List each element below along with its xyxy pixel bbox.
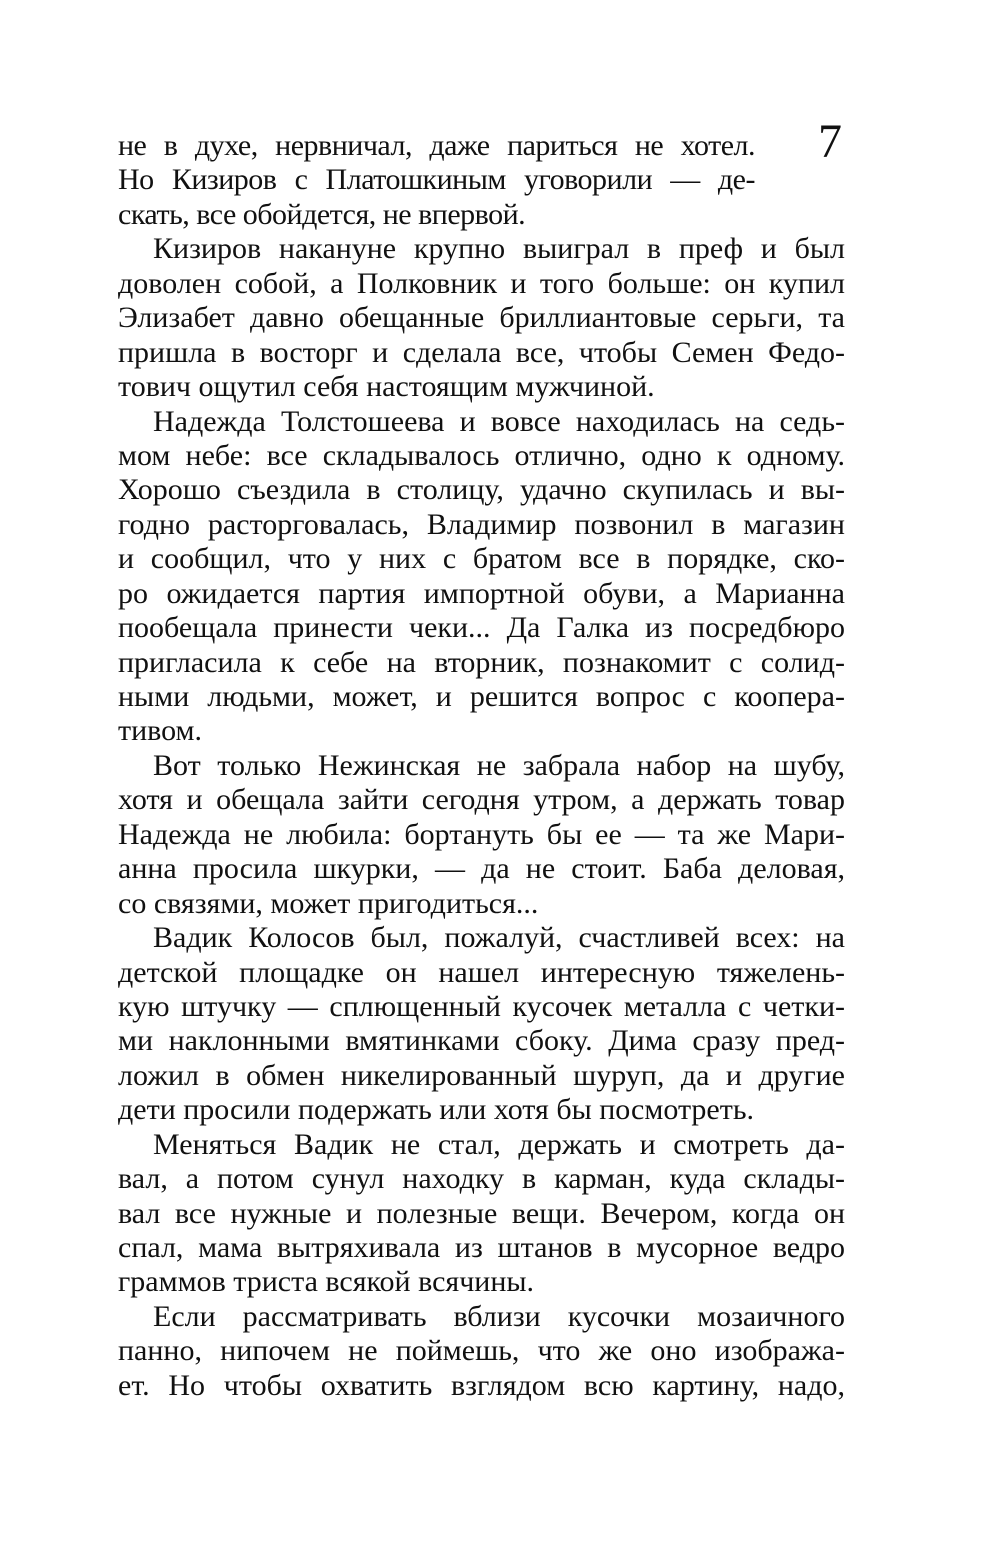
paragraph bbox=[118, 921, 845, 1128]
paragraph bbox=[118, 129, 845, 232]
page-number: 7 bbox=[818, 115, 842, 168]
text-line: Надежда не любила: бортануть бы ее — та же Мари- bbox=[118, 817, 845, 851]
text-line: Меняться Вадик не стал, держать и смотреть да- bbox=[153, 1127, 845, 1161]
text-line: Вадик Колосов был, пожалуй, счастливей всех: на bbox=[153, 921, 845, 955]
text-line: кую штучку — сплющенный кусочек металла с четки- bbox=[118, 989, 845, 1023]
text-line: годно расторговалась, Владимир позвонил в магазин bbox=[118, 507, 845, 541]
text-line: ро ожидается партия импортной обуви, а Марианна bbox=[118, 576, 845, 610]
text-line: мом небе: все складывалось отлично, одно к одному. bbox=[118, 438, 845, 472]
text-line: пригласила к себе на вторник, познакомит с солид- bbox=[118, 645, 845, 679]
text-line: анна просила шкурки, — да не стоит. Баба деловая, bbox=[118, 852, 845, 886]
text-line: тивом. bbox=[118, 714, 203, 748]
text-line: Элизабет давно обещанные бриллиантовые серьги, та bbox=[118, 301, 845, 335]
text-line: вал все нужные и полезные вещи. Вечером, когда он bbox=[118, 1196, 845, 1230]
text-line: ет. Но чтобы охватить взглядом всю картину, надо, bbox=[118, 1368, 845, 1402]
paragraph bbox=[118, 1128, 845, 1300]
paragraph bbox=[118, 749, 845, 921]
text-line: Хорошо съездила в столицу, удачно скупилась и вы- bbox=[118, 473, 845, 507]
text-line: не в духе, нервничал, даже париться не хотел. bbox=[118, 129, 755, 162]
text-line: Вот только Нежинская не забрала набор на шубу, bbox=[153, 748, 845, 782]
text-line: пообещала принести чеки... Да Галка из посредбюро bbox=[118, 611, 845, 645]
text-line: Надежда Толстошеева и вовсе находилась на седь- bbox=[153, 404, 845, 438]
text-line: скать, все обойдется, не впервой. bbox=[118, 197, 526, 231]
text-line: дети просили подержать или хотя бы посмотреть. bbox=[118, 1093, 755, 1127]
paragraph bbox=[118, 232, 845, 404]
text-line: доволен собой, а Полковник и того больше: он купил bbox=[118, 266, 845, 300]
text-line: Но Кизиров с Платошкиным уговорили — де- bbox=[118, 163, 755, 197]
text-line: граммов триста всякой всячины. bbox=[118, 1265, 535, 1299]
text-line: со связями, может пригодиться... bbox=[118, 886, 539, 920]
text-line: Если рассматривать вблизи кусочки мозаичного bbox=[153, 1299, 845, 1333]
text-line: ными людьми, может, и решится вопрос с коопера- bbox=[118, 680, 845, 713]
text-line: вал, а потом сунул находку в карман, куда склады- bbox=[118, 1162, 845, 1196]
text-block bbox=[118, 129, 845, 1403]
text-line: ми наклонными вмятинками сбоку. Дима сразу пред- bbox=[118, 1024, 845, 1058]
text-line: Кизиров накануне крупно выиграл в преф и был bbox=[153, 232, 845, 266]
text-line: детской площадке он нашел интересную тяжелень- bbox=[118, 955, 845, 989]
text-line: хотя и обещала зайти сегодня утром, а держать товар bbox=[118, 783, 845, 817]
paragraph bbox=[118, 1300, 845, 1403]
text-line: тович ощутил себя настоящим мужчиной. bbox=[118, 370, 655, 404]
text-line: ложил в обмен никелированный шуруп, да и другие bbox=[118, 1058, 845, 1092]
text-line: панно, нипочем не поймешь, что же оно изобража- bbox=[118, 1334, 845, 1368]
paragraph bbox=[118, 405, 845, 749]
text-line: и сообщил, что у них с братом все в порядке, ско- bbox=[118, 542, 845, 576]
text-line: пришла в восторг и сделала все, чтобы Семен Федо- bbox=[118, 335, 845, 369]
text-line: спал, мама вытряхивала из штанов в мусорное ведро bbox=[118, 1231, 845, 1264]
